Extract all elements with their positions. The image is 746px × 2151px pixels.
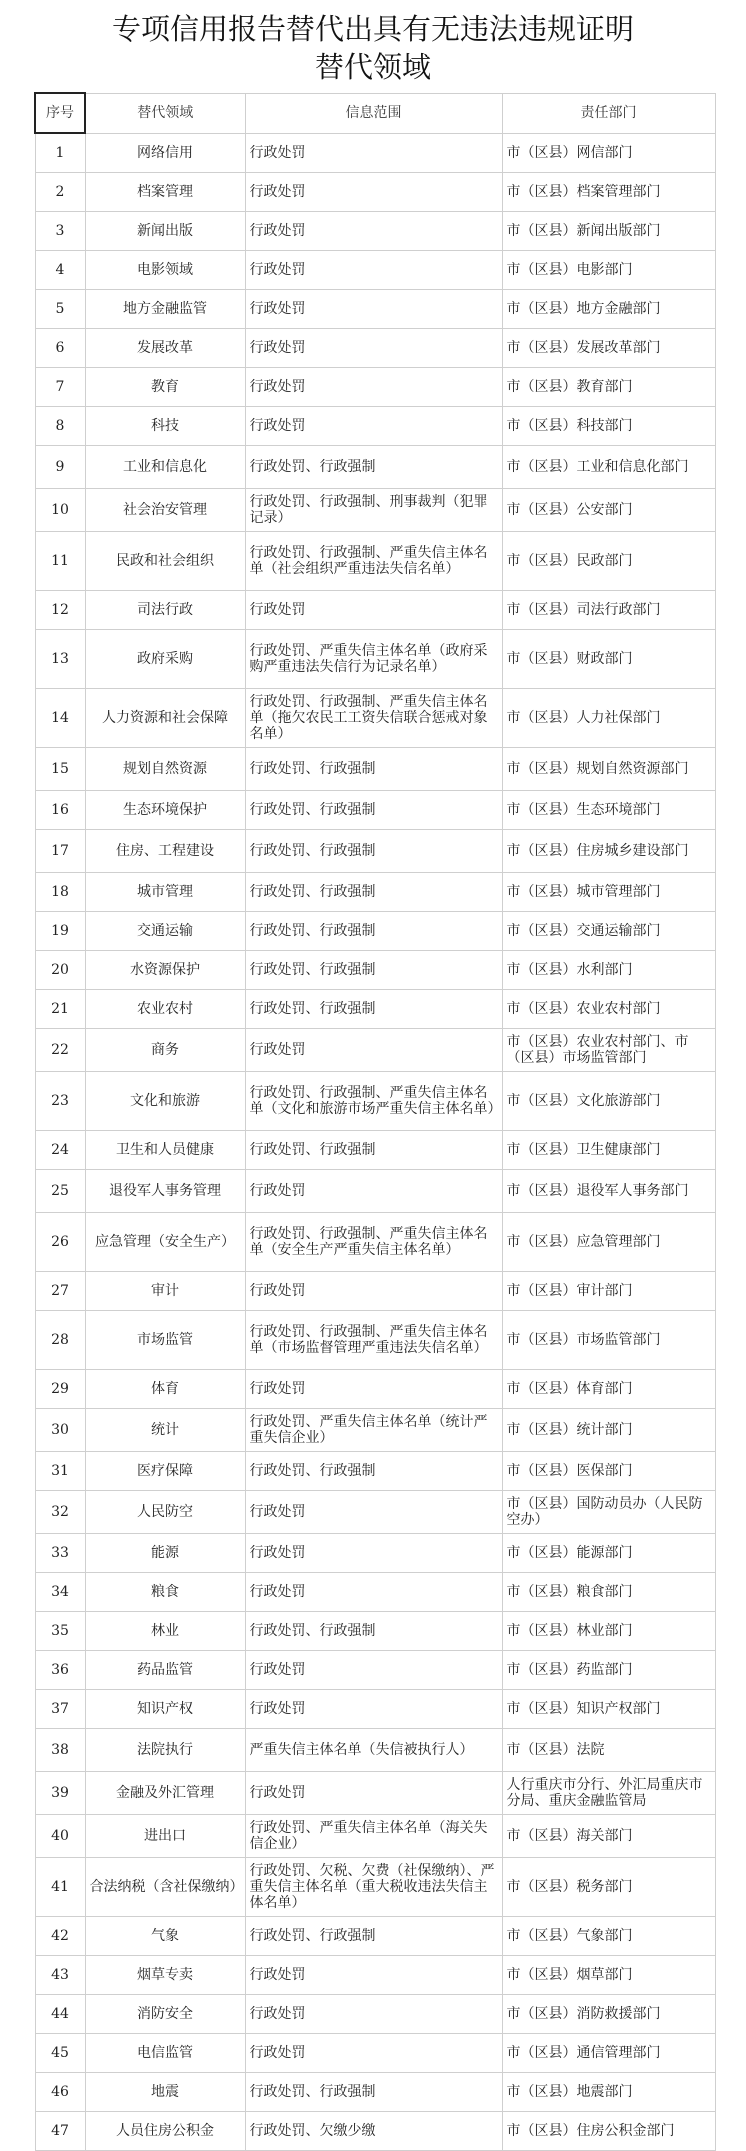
row-field: 法院执行 <box>85 1729 245 1772</box>
table-row <box>35 1612 715 1651</box>
row-dept: 市（区县）统计部门 <box>502 1409 715 1452</box>
row-seq: 44 <box>35 1995 85 2034</box>
table-row <box>35 290 715 329</box>
row-field: 市场监管 <box>85 1311 245 1370</box>
table-row <box>35 1072 715 1131</box>
row-scope: 行政处罚、严重失信主体名单（政府采购严重违法失信行为记录名单） <box>245 630 502 689</box>
table-row <box>35 791 715 830</box>
row-field: 人力资源和社会保障 <box>85 689 245 748</box>
row-scope: 行政处罚、行政强制、严重失信主体名单（安全生产严重失信主体名单） <box>245 1213 502 1272</box>
row-seq: 40 <box>35 1815 85 1858</box>
row-seq: 26 <box>35 1213 85 1272</box>
table-row <box>35 1491 715 1534</box>
row-scope: 行政处罚 <box>245 1690 502 1729</box>
row-scope: 行政处罚、行政强制 <box>245 951 502 990</box>
row-seq: 15 <box>35 748 85 791</box>
row-field: 工业和信息化 <box>85 446 245 489</box>
row-seq: 33 <box>35 1534 85 1573</box>
table-row <box>35 1651 715 1690</box>
table-row <box>35 830 715 873</box>
row-seq: 30 <box>35 1409 85 1452</box>
row-field: 气象 <box>85 1917 245 1956</box>
row-scope: 行政处罚、欠税、欠费（社保缴纳）、严重失信主体名单（重大税收违法失信主体名单） <box>245 1858 502 1917</box>
row-dept: 市（区县）国防动员办（人民防空办） <box>502 1491 715 1534</box>
row-scope: 行政处罚、行政强制 <box>245 990 502 1029</box>
row-field: 文化和旅游 <box>85 1072 245 1131</box>
row-dept: 市（区县）档案管理部门 <box>502 173 715 212</box>
row-seq: 4 <box>35 251 85 290</box>
row-field: 电影领域 <box>85 251 245 290</box>
row-field: 科技 <box>85 407 245 446</box>
table-row <box>35 1772 715 1815</box>
row-dept: 市（区县）公安部门 <box>502 489 715 532</box>
row-dept: 市（区县）生态环境部门 <box>502 791 715 830</box>
row-dept: 市（区县）药监部门 <box>502 1651 715 1690</box>
header-seq: 序号 <box>35 93 85 133</box>
row-seq: 11 <box>35 532 85 591</box>
row-scope: 行政处罚 <box>245 1995 502 2034</box>
table-row <box>35 1213 715 1272</box>
row-dept: 市（区县）网信部门 <box>502 133 715 173</box>
row-scope: 行政处罚 <box>245 329 502 368</box>
row-dept: 市（区县）医保部门 <box>502 1452 715 1491</box>
table-row <box>35 173 715 212</box>
row-scope: 行政处罚 <box>245 1651 502 1690</box>
row-scope: 行政处罚 <box>245 1956 502 1995</box>
row-field: 消防安全 <box>85 1995 245 2034</box>
row-field: 农业农村 <box>85 990 245 1029</box>
row-seq: 19 <box>35 912 85 951</box>
row-scope: 行政处罚 <box>245 173 502 212</box>
row-dept: 市（区县）住房公积金部门 <box>502 2112 715 2151</box>
row-seq: 7 <box>35 368 85 407</box>
row-seq: 38 <box>35 1729 85 1772</box>
row-scope: 行政处罚、行政强制 <box>245 2073 502 2112</box>
row-field: 商务 <box>85 1029 245 1072</box>
row-seq: 16 <box>35 791 85 830</box>
row-dept: 市（区县）工业和信息化部门 <box>502 446 715 489</box>
row-seq: 20 <box>35 951 85 990</box>
table-body <box>35 133 715 2151</box>
document-title <box>0 0 746 86</box>
row-scope: 行政处罚、行政强制 <box>245 748 502 791</box>
row-dept: 市（区县）通信管理部门 <box>502 2034 715 2073</box>
header-scope: 信息范围 <box>245 93 502 133</box>
row-dept: 市（区县）文化旅游部门 <box>502 1072 715 1131</box>
row-field: 药品监管 <box>85 1651 245 1690</box>
row-scope: 行政处罚、行政强制、严重失信主体名单（市场监督管理严重违法失信名单） <box>245 1311 502 1370</box>
table-row <box>35 407 715 446</box>
row-field: 地震 <box>85 2073 245 2112</box>
row-seq: 42 <box>35 1917 85 1956</box>
row-field: 规划自然资源 <box>85 748 245 791</box>
row-dept: 市（区县）住房城乡建设部门 <box>502 830 715 873</box>
table-row <box>35 689 715 748</box>
row-field: 地方金融监管 <box>85 290 245 329</box>
row-field: 人民防空 <box>85 1491 245 1534</box>
row-dept: 市（区县）规划自然资源部门 <box>502 748 715 791</box>
row-scope: 行政处罚 <box>245 368 502 407</box>
row-field: 生态环境保护 <box>85 791 245 830</box>
row-seq: 43 <box>35 1956 85 1995</box>
row-dept: 市（区县）财政部门 <box>502 630 715 689</box>
row-dept: 市（区县）教育部门 <box>502 368 715 407</box>
table-row <box>35 1409 715 1452</box>
row-seq: 2 <box>35 173 85 212</box>
row-dept: 市（区县）科技部门 <box>502 407 715 446</box>
row-scope: 行政处罚、行政强制、刑事裁判（犯罪记录） <box>245 489 502 532</box>
row-seq: 23 <box>35 1072 85 1131</box>
table-row <box>35 2112 715 2151</box>
row-dept: 市（区县）人力社保部门 <box>502 689 715 748</box>
row-scope: 行政处罚、行政强制、严重失信主体名单（文化和旅游市场严重失信主体名单） <box>245 1072 502 1131</box>
row-scope: 行政处罚 <box>245 290 502 329</box>
row-dept: 市（区县）退役军人事务部门 <box>502 1170 715 1213</box>
row-field: 粮食 <box>85 1573 245 1612</box>
row-seq: 46 <box>35 2073 85 2112</box>
table-row <box>35 368 715 407</box>
row-dept: 市（区县）烟草部门 <box>502 1956 715 1995</box>
title-line-1: 专项信用报告替代出具有无违法违规证明 <box>111 12 634 46</box>
row-field: 人员住房公积金 <box>85 2112 245 2151</box>
table-row <box>35 630 715 689</box>
row-seq: 21 <box>35 990 85 1029</box>
row-field: 知识产权 <box>85 1690 245 1729</box>
table-row <box>35 329 715 368</box>
row-seq: 28 <box>35 1311 85 1370</box>
row-dept: 市（区县）城市管理部门 <box>502 873 715 912</box>
row-dept: 市（区县）法院 <box>502 1729 715 1772</box>
row-seq: 35 <box>35 1612 85 1651</box>
row-scope: 行政处罚 <box>245 133 502 173</box>
row-seq: 22 <box>35 1029 85 1072</box>
row-seq: 5 <box>35 290 85 329</box>
row-scope: 行政处罚、严重失信主体名单（统计严重失信企业） <box>245 1409 502 1452</box>
row-field: 林业 <box>85 1612 245 1651</box>
table-row <box>35 1917 715 1956</box>
table-row <box>35 1029 715 1072</box>
row-seq: 6 <box>35 329 85 368</box>
row-dept: 人行重庆市分行、外汇局重庆市分局、重庆金融监管局 <box>502 1772 715 1815</box>
row-dept: 市（区县）新闻出版部门 <box>502 212 715 251</box>
row-seq: 9 <box>35 446 85 489</box>
table-row <box>35 1534 715 1573</box>
row-dept: 市（区县）体育部门 <box>502 1370 715 1409</box>
row-field: 社会治安管理 <box>85 489 245 532</box>
row-scope: 行政处罚 <box>245 1370 502 1409</box>
row-scope: 行政处罚、严重失信主体名单（海关失信企业） <box>245 1815 502 1858</box>
row-scope: 行政处罚、行政强制、严重失信主体名单（拖欠农民工工资失信联合惩戒对象名单） <box>245 689 502 748</box>
row-scope: 行政处罚、行政强制 <box>245 791 502 830</box>
table-row <box>35 951 715 990</box>
row-field: 水资源保护 <box>85 951 245 990</box>
table-row <box>35 912 715 951</box>
table-row <box>35 1815 715 1858</box>
table-row <box>35 2073 715 2112</box>
row-seq: 34 <box>35 1573 85 1612</box>
row-seq: 41 <box>35 1858 85 1917</box>
row-dept: 市（区县）地震部门 <box>502 2073 715 2112</box>
row-field: 金融及外汇管理 <box>85 1772 245 1815</box>
row-field: 体育 <box>85 1370 245 1409</box>
row-field: 退役军人事务管理 <box>85 1170 245 1213</box>
row-scope: 行政处罚、行政强制 <box>245 1131 502 1170</box>
table-row <box>35 1729 715 1772</box>
row-dept: 市（区县）司法行政部门 <box>502 591 715 630</box>
row-field: 网络信用 <box>85 133 245 173</box>
row-field: 卫生和人员健康 <box>85 1131 245 1170</box>
row-dept: 市（区县）消防救援部门 <box>502 1995 715 2034</box>
row-field: 档案管理 <box>85 173 245 212</box>
table-row <box>35 2034 715 2073</box>
row-field: 进出口 <box>85 1815 245 1858</box>
row-scope: 行政处罚、行政强制 <box>245 830 502 873</box>
row-seq: 45 <box>35 2034 85 2073</box>
row-dept: 市（区县）电影部门 <box>502 251 715 290</box>
row-field: 发展改革 <box>85 329 245 368</box>
row-scope: 行政处罚 <box>245 591 502 630</box>
row-dept: 市（区县）应急管理部门 <box>502 1213 715 1272</box>
row-scope: 行政处罚 <box>245 1491 502 1534</box>
table-row <box>35 212 715 251</box>
row-scope: 行政处罚、行政强制 <box>245 1612 502 1651</box>
row-field: 统计 <box>85 1409 245 1452</box>
row-seq: 17 <box>35 830 85 873</box>
row-field: 住房、工程建设 <box>85 830 245 873</box>
row-seq: 37 <box>35 1690 85 1729</box>
row-scope: 严重失信主体名单（失信被执行人） <box>245 1729 502 1772</box>
table-row <box>35 591 715 630</box>
row-field: 医疗保障 <box>85 1452 245 1491</box>
row-field: 新闻出版 <box>85 212 245 251</box>
row-scope: 行政处罚 <box>245 251 502 290</box>
row-field: 司法行政 <box>85 591 245 630</box>
row-seq: 1 <box>35 133 85 173</box>
table-row <box>35 1131 715 1170</box>
row-seq: 14 <box>35 689 85 748</box>
row-dept: 市（区县）农业农村部门、市（区县）市场监管部门 <box>502 1029 715 1072</box>
table-row <box>35 1452 715 1491</box>
table-row <box>35 990 715 1029</box>
header-dept: 责任部门 <box>502 93 715 133</box>
table-row <box>35 1272 715 1311</box>
table-row <box>35 532 715 591</box>
row-field: 合法纳税（含社保缴纳） <box>85 1858 245 1917</box>
replacement-fields-table <box>34 92 716 2151</box>
row-field: 能源 <box>85 1534 245 1573</box>
row-scope: 行政处罚 <box>245 1534 502 1573</box>
row-seq: 36 <box>35 1651 85 1690</box>
row-seq: 31 <box>35 1452 85 1491</box>
row-field: 审计 <box>85 1272 245 1311</box>
row-dept: 市（区县）税务部门 <box>502 1858 715 1917</box>
row-field: 教育 <box>85 368 245 407</box>
row-seq: 32 <box>35 1491 85 1534</box>
row-dept: 市（区县）审计部门 <box>502 1272 715 1311</box>
row-dept: 市（区县）民政部门 <box>502 532 715 591</box>
row-scope: 行政处罚 <box>245 2034 502 2073</box>
row-seq: 47 <box>35 2112 85 2151</box>
row-field: 政府采购 <box>85 630 245 689</box>
table-row <box>35 1690 715 1729</box>
row-seq: 29 <box>35 1370 85 1409</box>
table-row <box>35 133 715 173</box>
row-field: 烟草专卖 <box>85 1956 245 1995</box>
table-row <box>35 1311 715 1370</box>
table-row <box>35 1170 715 1213</box>
table-header-row <box>35 93 715 133</box>
row-field: 民政和社会组织 <box>85 532 245 591</box>
table-row <box>35 1995 715 2034</box>
row-dept: 市（区县）海关部门 <box>502 1815 715 1858</box>
row-scope: 行政处罚 <box>245 212 502 251</box>
row-scope: 行政处罚、行政强制 <box>245 1917 502 1956</box>
row-dept: 市（区县）水利部门 <box>502 951 715 990</box>
row-field: 交通运输 <box>85 912 245 951</box>
row-seq: 12 <box>35 591 85 630</box>
row-seq: 13 <box>35 630 85 689</box>
row-scope: 行政处罚 <box>245 1029 502 1072</box>
table-row <box>35 1956 715 1995</box>
row-scope: 行政处罚、行政强制 <box>245 446 502 489</box>
row-field: 应急管理（安全生产） <box>85 1213 245 1272</box>
row-scope: 行政处罚、行政强制 <box>245 1452 502 1491</box>
table-row <box>35 251 715 290</box>
table-row <box>35 748 715 791</box>
row-scope: 行政处罚 <box>245 1272 502 1311</box>
row-scope: 行政处罚 <box>245 1772 502 1815</box>
table-row <box>35 873 715 912</box>
table-row <box>35 446 715 489</box>
row-field: 电信监管 <box>85 2034 245 2073</box>
row-dept: 市（区县）卫生健康部门 <box>502 1131 715 1170</box>
row-seq: 18 <box>35 873 85 912</box>
table-row <box>35 1370 715 1409</box>
table-row <box>35 1573 715 1612</box>
row-dept: 市（区县）交通运输部门 <box>502 912 715 951</box>
row-seq: 25 <box>35 1170 85 1213</box>
row-seq: 27 <box>35 1272 85 1311</box>
row-seq: 3 <box>35 212 85 251</box>
row-dept: 市（区县）气象部门 <box>502 1917 715 1956</box>
row-scope: 行政处罚、欠缴少缴 <box>245 2112 502 2151</box>
row-dept: 市（区县）市场监管部门 <box>502 1311 715 1370</box>
row-dept: 市（区县）发展改革部门 <box>502 329 715 368</box>
row-seq: 8 <box>35 407 85 446</box>
row-dept: 市（区县）林业部门 <box>502 1612 715 1651</box>
row-seq: 39 <box>35 1772 85 1815</box>
table-row <box>35 489 715 532</box>
row-dept: 市（区县）地方金融部门 <box>502 290 715 329</box>
row-scope: 行政处罚 <box>245 1573 502 1612</box>
header-field: 替代领域 <box>85 93 245 133</box>
row-scope: 行政处罚、行政强制 <box>245 912 502 951</box>
row-field: 城市管理 <box>85 873 245 912</box>
row-scope: 行政处罚 <box>245 407 502 446</box>
row-dept: 市（区县）能源部门 <box>502 1534 715 1573</box>
row-dept: 市（区县）农业农村部门 <box>502 990 715 1029</box>
row-dept: 市（区县）知识产权部门 <box>502 1690 715 1729</box>
table-row <box>35 1858 715 1917</box>
row-scope: 行政处罚 <box>245 1170 502 1213</box>
row-dept: 市（区县）粮食部门 <box>502 1573 715 1612</box>
title-line-2: 替代领域 <box>314 50 431 84</box>
row-seq: 24 <box>35 1131 85 1170</box>
row-scope: 行政处罚、行政强制、严重失信主体名单（社会组织严重违法失信名单） <box>245 532 502 591</box>
row-seq: 10 <box>35 489 85 532</box>
row-scope: 行政处罚、行政强制 <box>245 873 502 912</box>
